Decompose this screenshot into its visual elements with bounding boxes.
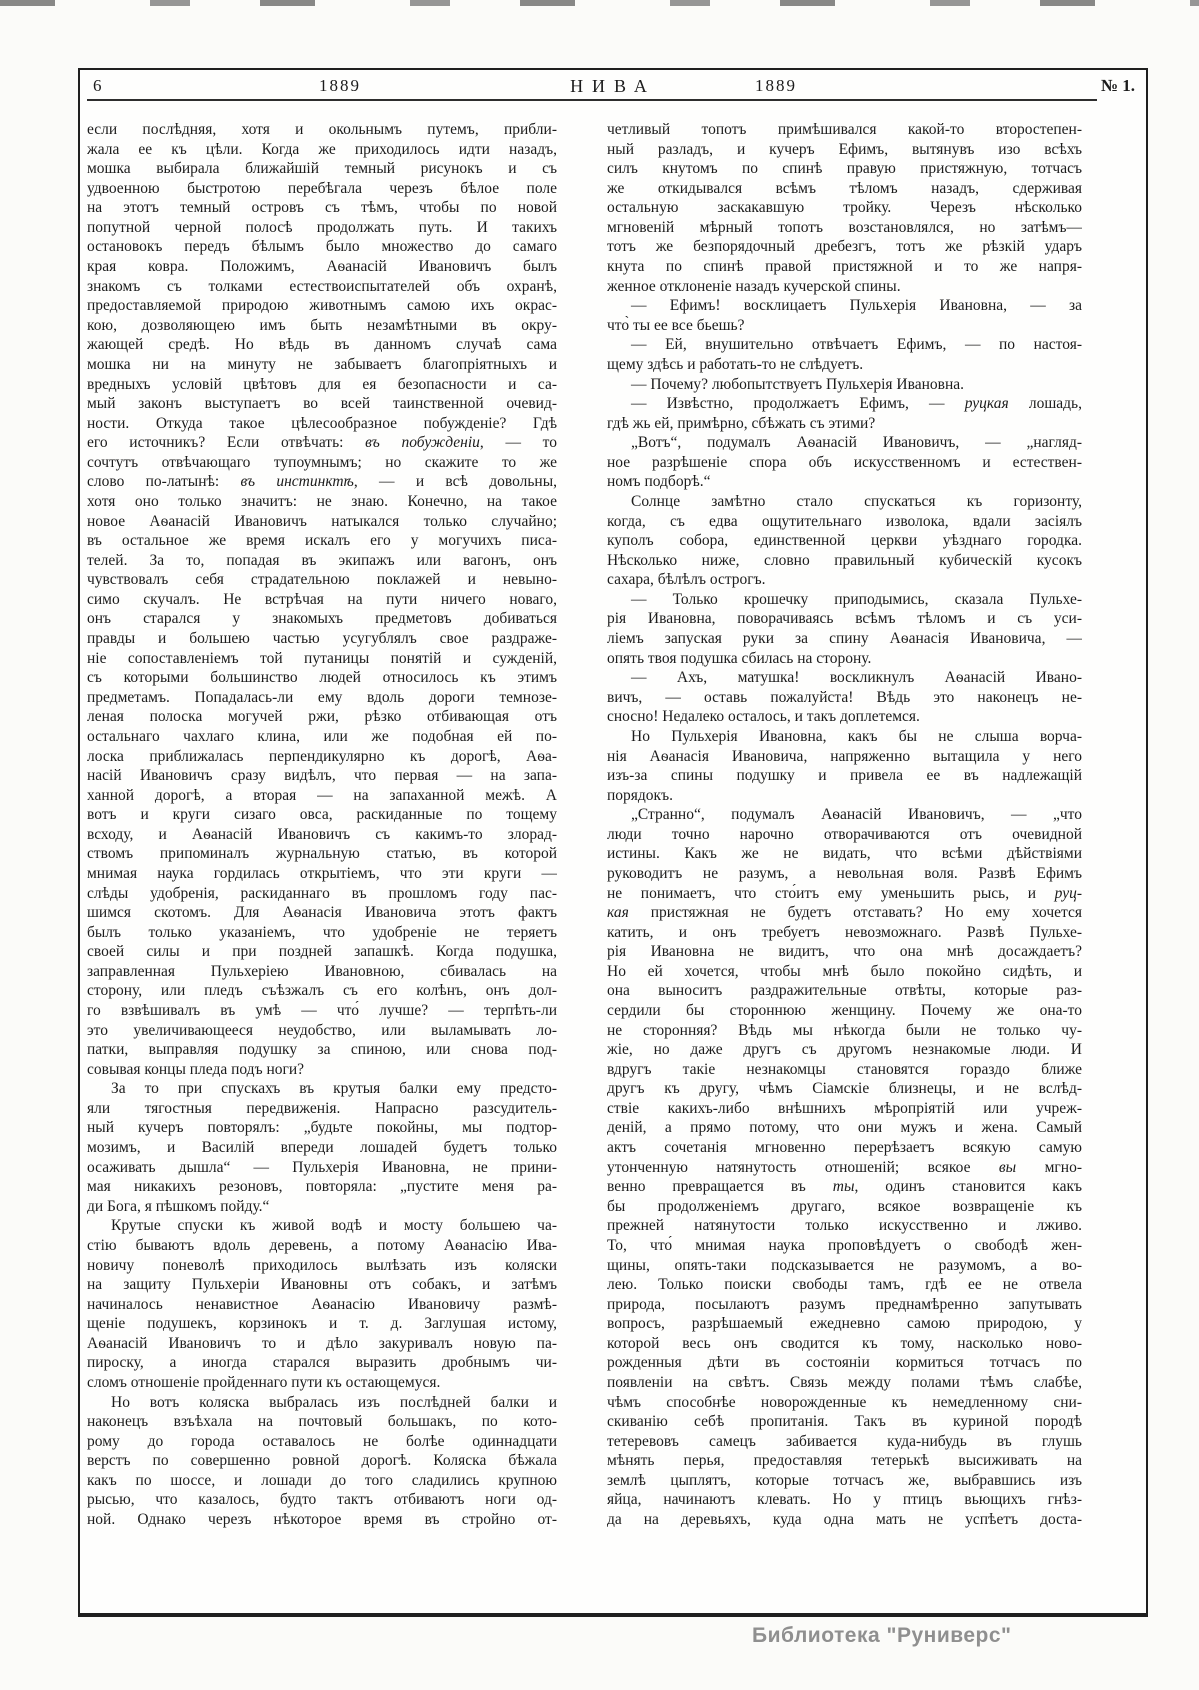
text-line: ди Бога, я пѣшкомъ пойду.“: [87, 1197, 270, 1215]
text-line: вотъ и круги сизаго овса, раскиданные по тощему: [87, 806, 557, 824]
text-line: — Ефимъ! восклицаетъ Пульхерія Ивановна, — за: [631, 297, 1082, 315]
magazine-title: НИВА: [570, 76, 656, 96]
text-line: „Странно“, подумалъ Аѳанасій Ивановичъ, — „что: [631, 806, 1082, 824]
text-line: ной. Однако черезъ нѣкоторое время въ стройно от-: [87, 1511, 557, 1529]
text-line: которой весь онъ сводится къ тому, насколько ново-: [607, 1334, 1082, 1352]
text-line: тотъ же безпорядочный дребезгъ, тотъ же рѣзкій ударъ: [607, 238, 1082, 256]
text-line: сахара, бѣлѣлъ острогъ.: [607, 571, 766, 589]
text-line: ное разрѣшеніе спора объ искусственномъ и естествен-: [607, 453, 1082, 471]
text-line: хотя оно только значитъ: не знаю. Конечно, на такое: [87, 492, 557, 510]
text-line: былъ только указаніемъ, что удобреніе не теряетъ: [87, 923, 557, 941]
text-line: опять твоя подушка сбилась на сторону.: [607, 649, 872, 667]
text-line: — Извѣстно, продолжаетъ Ефимъ, — руцкая лошадь,: [631, 395, 1082, 413]
text-line: заправленная Пульхеріею Ивановною, сбивалась на: [87, 962, 557, 980]
text-line: края ковра. Положимъ, Аѳанасій Ивановичъ былъ: [87, 258, 557, 276]
text-line: — Ахъ, матушка! воскликнулъ Аѳанасій Ивано-: [631, 669, 1082, 687]
text-line: вредныхъ условій цвѣтовъ для ея безопасности и са-: [87, 375, 557, 393]
text-line: ліемъ запуская руки за спину Аѳанасія Ивановича, —: [607, 630, 1082, 648]
text-line: куполъ собора, единственной церкви уѣзднаго городка.: [607, 532, 1082, 550]
text-line: не сторонняя? Вѣдь мы нѣкогда были не только чу-: [607, 1021, 1082, 1039]
text-line: жала ее къ цѣли. Когда же приходилось идти назадъ,: [87, 140, 557, 158]
text-line: ствомъ припоминалъ журнальную статью, въ которой: [87, 845, 557, 863]
text-line: лею. Только поиски свободы тамъ, гдѣ ее не отвела: [607, 1276, 1082, 1294]
text-line: наконецъ взъѣхала на почтовый большакъ, по кото-: [87, 1413, 557, 1431]
text-line: яйца, начинаютъ клевать. Но у птицъ вьющихъ гнѣз-: [607, 1491, 1082, 1509]
text-line: мгновеній мѣрный топотъ возстановлялся, но затѣмъ—: [607, 218, 1082, 236]
text-line: Нѣсколько ниже, словно правильный кубическій кусокъ: [607, 551, 1082, 569]
year-right: 1889: [755, 76, 797, 95]
text-line: щеніе подушекъ, корзинокъ и т. д. Заглушая истому,: [87, 1315, 557, 1333]
page-number: 6: [93, 76, 102, 95]
text-line: — Только крошечку приподымись, сказала Пульхе-: [631, 590, 1082, 608]
text-line: актъ сочетанія мгновенно перерѣзаетъ всякую самую: [607, 1139, 1082, 1157]
text-line: слово по-латынѣ: въ инстинктѣ, — и всѣ довольны,: [87, 473, 557, 491]
text-line: правды и большею частью усугублялъ свое раздраже-: [87, 630, 557, 648]
text-line: стію бываютъ вдоль деревень, а потому Аѳанасію Ива-: [87, 1236, 557, 1254]
text-line: истины. Какъ же не видать, что всѣми дѣйствіями: [607, 845, 1082, 863]
text-line: землѣ цыплятъ, которые тотчасъ же, выбравшись изъ: [607, 1471, 1082, 1489]
text-line: сердили бы стороннюю женщину. Почему же она-то: [607, 1002, 1082, 1020]
text-line: онъ старался у знакомыхъ предметовъ добиваться: [87, 610, 557, 628]
text-line: патки, выправляя подушку за спиною, или снова под-: [87, 1041, 557, 1059]
text-line: если послѣдняя, хотя и окольнымъ путемъ, прибли-: [87, 121, 557, 138]
text-line: вдругъ такіе незнакомцы становятся гораздо ближе: [607, 1060, 1082, 1078]
text-line: Крутые спуски къ живой водѣ и мосту большею ча-: [111, 1217, 557, 1235]
text-line: своей силы и при поздней запашкѣ. Когда подушка,: [87, 943, 557, 961]
text-line: жающей средѣ. Но вѣдь въ данномъ случаѣ сама: [87, 336, 557, 354]
text-line: знакомъ съ толками естествоиспытателей объ охранѣ,: [87, 277, 557, 295]
text-line: попутной черной полосѣ продолжать путь. И такихъ: [87, 218, 557, 236]
text-line: съ которыми большинство людей относилось къ этимъ: [87, 669, 557, 687]
text-line: утонченную натянутость отношеній; всякое вы мгно-: [607, 1158, 1082, 1176]
text-line: ный разладъ, и кучеръ Ефимъ, вытянувъ изо всѣхъ: [607, 140, 1082, 158]
text-line: Но ей хочется, чтобы мнѣ было покойно сидѣть, и: [607, 962, 1082, 980]
text-line: да на деревьяхъ, куда одна мать не успѣетъ доста-: [607, 1511, 1082, 1529]
text-line: За то при спускахъ въ крутыя балки ему предсто-: [111, 1080, 557, 1098]
text-line: она выноситъ раздражительные отвѣты, которые раз-: [607, 982, 1082, 1000]
text-line: мая никакихъ резоновъ, повторяла: „пустите меня ра-: [87, 1178, 557, 1196]
text-line: щему здѣсь и работать-то не слѣдуетъ.: [607, 355, 864, 373]
text-line: руководитъ не разумъ, а невольная воля. Развѣ Ефимъ: [607, 864, 1082, 882]
text-line: — Почему? любопытствуетъ Пульхерія Ивановна.: [631, 375, 965, 393]
left-column: [87, 120, 557, 1530]
text-line: яли тягостныя передвиженія. Напрасно разсудитель-: [87, 1099, 557, 1117]
text-line: скиванію себѣ пропитанія. Такъ въ куриной породѣ: [607, 1413, 1082, 1431]
text-line: ніе сопоставленіемъ той путаницы понятій и сужденій,: [87, 649, 557, 667]
text-line: мнимая наука гордилась открытіемъ, что эти круги —: [87, 864, 557, 882]
text-line: сломъ отношеніе пройденнаго пути къ остающемуся.: [87, 1374, 441, 1391]
text-line: номъ подборѣ.“: [607, 473, 711, 491]
text-line: это увеличивающееся неудобство, или выламывать ло-: [87, 1021, 557, 1039]
text-line: слѣды удобренія, раскиданнаго въ прошломъ году пас-: [87, 884, 557, 902]
text-line: рожденныя дѣти въ состояніи кормиться тотчасъ по: [607, 1354, 1082, 1372]
text-line: нія Аѳанасія Ивановича, напряженно вытащила у него: [607, 747, 1082, 765]
text-line: совывая концы пледа подъ ноги?: [87, 1060, 305, 1078]
text-line: изъ-за спины подушку и привела ее въ надлежащій: [607, 767, 1082, 785]
text-line: мый законъ выступаетъ во всей таинственной очевид-: [87, 395, 557, 413]
text-line: новое Аѳанасій Ивановичъ натыкался только случайно;: [87, 512, 557, 530]
text-line: рому до города оставалось не болѣе одиннадцати: [87, 1432, 557, 1450]
text-line: люди точно нарочно отворачиваются отъ очевидной: [607, 825, 1082, 843]
text-line: сочтутъ отвѣчающаго тупоумнымъ; но скажите то же: [87, 453, 557, 471]
text-line: появленіи на свѣтъ. Связь между полами тѣмъ слабѣе,: [607, 1374, 1082, 1391]
text-line: мозимъ, и Василій впереди лошадей будетъ только: [87, 1139, 557, 1157]
text-line: предоставляемой природою животнымъ самою ихъ окрас-: [87, 297, 557, 315]
text-line: катить, и онъ требуетъ невозможнаго. Развѣ Пульхе-: [607, 923, 1082, 941]
text-line: лоска приближалась перпендикулярно къ дорогѣ, Аѳа-: [87, 747, 557, 765]
text-line: рія Ивановна не видитъ, что она мнѣ досаждаетъ?: [607, 943, 1082, 961]
text-line: какъ по шоссе, и лошади до того сладились крупною: [87, 1471, 557, 1489]
text-line: „Вотъ“, подумалъ Аѳанасій Ивановичъ, — „нагляд-: [631, 434, 1082, 452]
text-line: порядокъ.: [607, 786, 673, 804]
running-header: [87, 74, 1139, 98]
text-line: То, что́ мнимая наука проповѣдуетъ о свободѣ жен-: [607, 1236, 1082, 1254]
text-line: кнута по спинѣ правой пристяжной и то же напря-: [607, 258, 1082, 276]
text-line: насій Ивановичъ сразу видѣлъ, что первая — на запа-: [87, 767, 557, 785]
text-line: го взвѣшивалъ въ умѣ — что́ лучше? — терпѣть-ли: [87, 1002, 557, 1020]
text-line: въ остальное же время искалъ его у могучихъ писа-: [87, 532, 557, 550]
text-line: рысью, что казалось, будто тактъ отбиваютъ ноги од-: [87, 1491, 557, 1509]
text-line: шимся скотомъ. Для Аѳанасія Ивановича этотъ фактъ: [87, 904, 557, 922]
text-line: другъ къ другу, чѣмъ Сіамскіе близнецы, и не вслѣд-: [607, 1080, 1082, 1098]
scan-edge-noise: [0, 0, 1199, 6]
text-line: удвоенною быстротою перебѣгала черезъ бѣлое поле: [87, 179, 557, 197]
text-line: жіе, но даже другъ съ другомъ незнакомые люди. И: [607, 1041, 1082, 1059]
text-line: что̀ ты ее все бьешь?: [607, 316, 745, 334]
text-line: пироску, а иногда старался выразить дробнымъ чи-: [87, 1354, 557, 1372]
text-line: венно превращается въ ты, одинъ становится какъ: [607, 1178, 1082, 1196]
text-line: кою, дозволяющею имъ быть незамѣтными въ окру-: [87, 316, 557, 334]
text-line: Аѳанасій Ивановичъ то и дѣло закуривалъ новую па-: [87, 1334, 557, 1352]
text-line: начиналось ненавистное Аѳанасію Ивановичу размѣ-: [87, 1295, 557, 1313]
text-line: Но вотъ коляска выбралась изъ послѣдней балки и: [111, 1393, 557, 1411]
article-text: [87, 120, 1082, 1530]
text-line: природа, посылаютъ разумъ преднамѣренно запутывать: [607, 1295, 1082, 1313]
text-line: сносно! Недалеко осталось, и такъ доплетемся.: [607, 708, 920, 726]
text-line: ности. Откуда такое цѣлесообразное побужденіе? Гдѣ: [87, 414, 557, 432]
text-line: щины, опять-таки подсказывается не разумомъ, а во-: [607, 1256, 1082, 1274]
text-line: прежней натянутости только искусственно и лживо.: [607, 1217, 1082, 1235]
text-line: мѣнять перья, предоставляя тетерькѣ высиживать на: [607, 1452, 1082, 1470]
text-line: вопросъ, разрѣшаемый ежедневно самою природою, у: [607, 1315, 1082, 1333]
text-line: ханной дорогѣ, а вторая — на запаханной межѣ. А: [87, 786, 557, 804]
text-line: ствіе какихъ-либо внѣшнихъ мѣропріятій или учреж-: [607, 1099, 1082, 1117]
scanned-page: [78, 68, 1148, 1617]
library-watermark: Библиотека "Руниверс": [752, 1624, 1012, 1647]
text-line: предметамъ. Попадалась-ли ему вдоль дороги темнозе-: [87, 688, 557, 706]
text-line: тетеревовъ самецъ забивается куда-нибудь въ глушь: [607, 1432, 1082, 1450]
text-line: телей. За то, попадая въ экипажъ или вагонъ, онъ: [87, 551, 557, 569]
text-line: его источникъ? Если отвѣчать: въ побужденіи, — то: [87, 434, 557, 452]
text-line: когда, съ едва ощутительнаго изволока, вдали засіялъ: [607, 512, 1082, 530]
text-line: чѣмъ способнѣе новорожденные къ немедленному сни-: [607, 1393, 1082, 1411]
text-line: силъ кнутомъ по спинѣ правую пристяжную, тотчасъ: [607, 160, 1082, 178]
text-line: кая пристяжная не будетъ отставать? Но ему хочется: [607, 904, 1082, 922]
text-line: вичъ, — оставь пожалуйста! Вѣдь это наконецъ не-: [607, 688, 1082, 706]
text-line: женное отклоненіе назадъ кучерской спины.: [607, 277, 901, 295]
text-line: рія Ивановна, поворачиваясь всѣмъ тѣломъ и съ уси-: [607, 610, 1082, 628]
text-line: всходу, и Аѳанасій Ивановичъ съ какимъ-то злорад-: [87, 825, 557, 843]
text-line: Солнце замѣтно стало спускаться къ горизонту,: [631, 492, 1082, 510]
text-line: — Ей, внушительно отвѣчаетъ Ефимъ, — по настоя-: [631, 336, 1082, 354]
text-line: остальную заскакавшую тройку. Черезъ нѣсколько: [607, 199, 1082, 217]
header-rule: [87, 99, 1097, 101]
text-line: ный кучеръ повторялъ: „будьте покойны, мы подтор-: [87, 1119, 557, 1137]
text-line: остальнаго чахлаго клина, или же подобная ей по-: [87, 727, 557, 745]
right-column: [607, 120, 1082, 1530]
text-line: мошка ни на минуту не забываетъ благопріятныхъ и: [87, 355, 557, 373]
text-line: осаживать дышла“ — Пульхерія Ивановна, не прини-: [87, 1158, 557, 1176]
text-line: леная полоска могучей ржи, рѣзко отбивающая отъ: [87, 708, 557, 726]
text-line: на защиту Пульхеріи Ивановны отъ собакъ, и затѣмъ: [87, 1276, 557, 1294]
text-line: четливый топотъ примѣшивался какой-то второстепен-: [607, 121, 1082, 138]
text-line: Но Пульхерія Ивановна, какъ бы не слыша ворча-: [631, 727, 1082, 745]
text-line: не понимаетъ, что сто́итъ ему уменьшить рысь, и руц-: [607, 884, 1082, 902]
text-line: новичу поневолѣ приходилось вылѣзать изъ коляски: [87, 1256, 557, 1274]
text-line: верстъ по совершенно ровной дорогѣ. Коляска бѣжала: [87, 1452, 557, 1470]
text-line: сторону, или пледъ съѣзжалъ съ его колѣнъ, онъ дол-: [87, 982, 557, 1000]
text-line: мошка выбирала ближайшій темный рисунокъ и съ: [87, 160, 557, 178]
text-line: бы продолженіемъ другаго, всякое возвращеніе къ: [607, 1197, 1082, 1215]
text-line: остановокъ передъ бѣлымъ было множество до самаго: [87, 238, 557, 256]
issue-number: № 1.: [1100, 76, 1135, 95]
text-line: деній, а прямо потому, что они мужъ и жена. Самый: [607, 1119, 1082, 1137]
year-left: 1889: [319, 76, 361, 95]
text-line: гдѣ жь ей, примѣрно, сбѣжать съ этими?: [607, 414, 876, 432]
text-line: на этотъ темный островъ съ тѣмъ, чтобы по новой: [87, 199, 557, 217]
text-line: симо скучалъ. Не встрѣчая на пути ничего новаго,: [87, 590, 557, 608]
text-line: чувствовалъ себя страдательною поклажей и невыно-: [87, 571, 557, 589]
text-line: же откидывался всѣмъ тѣломъ назадъ, сдерживая: [607, 179, 1082, 197]
